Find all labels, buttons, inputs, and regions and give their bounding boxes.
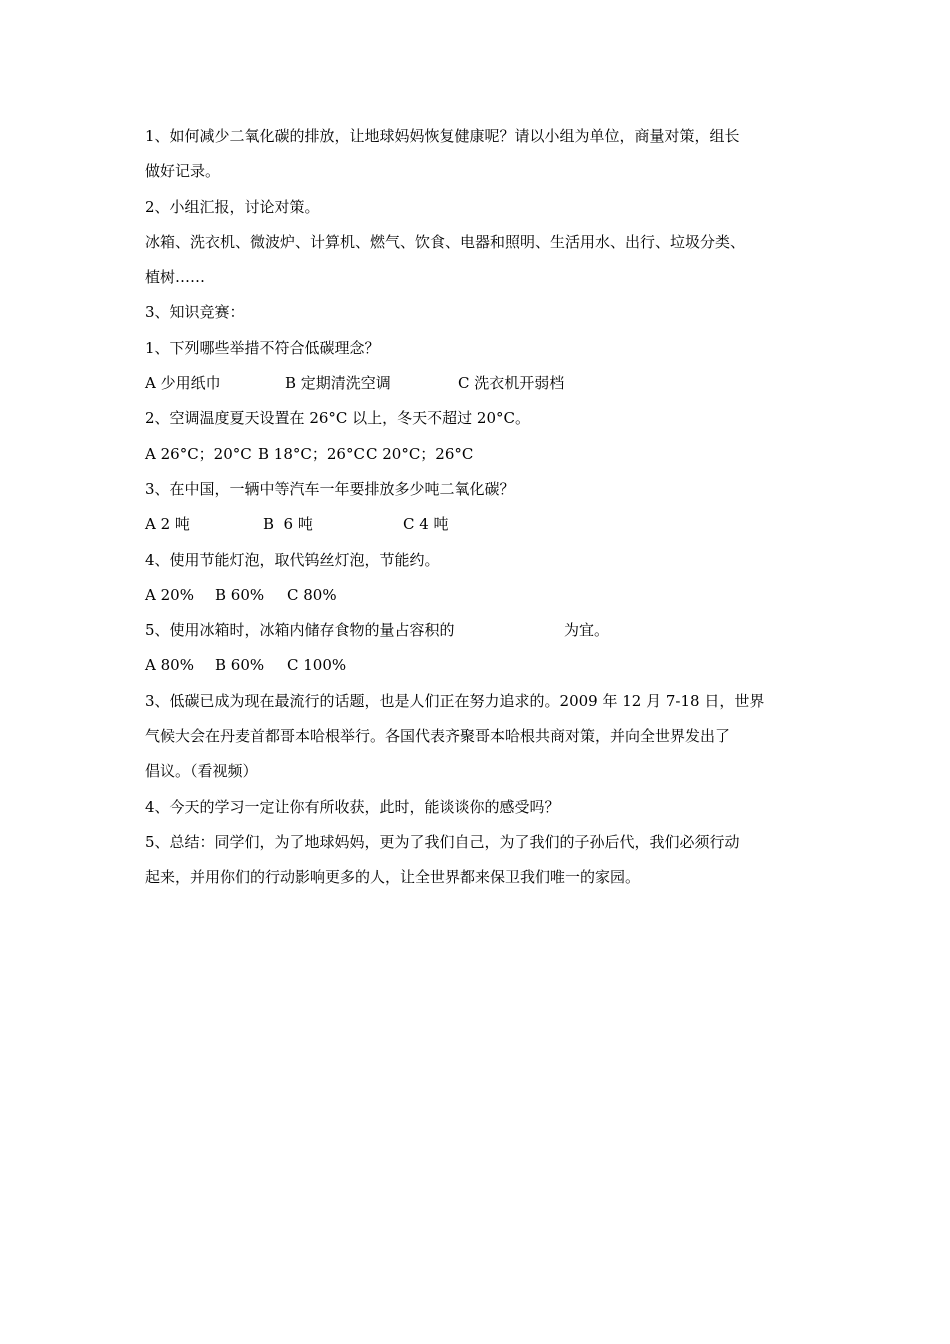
paragraph-line: 气候大会在丹麦首都哥本哈根举行。各国代表齐聚哥本哈根共商对策，并向全世界发出了 [145, 727, 731, 746]
paragraph-line: 冰箱、洗衣机、微波炉、计算机、燃气、饮食、电器和照明、生活用水、出行、垃圾分类、 [145, 232, 746, 251]
quiz-options-2 [145, 437, 825, 472]
option-c: C 洗衣机开弱档 [458, 374, 565, 393]
quiz-question-4: 4、使用节能灯泡，取代钨丝灯泡，节能约。 [145, 550, 440, 569]
quiz-options-5 [145, 648, 825, 683]
option-b: B 60% [215, 585, 265, 604]
option-b: B 定期清洗空调 [285, 374, 391, 393]
option-c: C 100% [287, 656, 347, 675]
quiz-options-4 [145, 578, 825, 613]
option-b: B 18°C；26°C [258, 444, 365, 463]
quiz-options-1 [145, 366, 825, 401]
paragraph-line: 做好记录。 [145, 162, 221, 181]
option-a: A 26°C；20°C [145, 444, 252, 463]
option-c: C 4 吨 [403, 515, 449, 534]
quiz-question-3: 3、在中国，一辆中等汽车一年要排放多少吨二氧化碳？ [145, 479, 515, 498]
paragraph-line: 2、小组汇报，讨论对策。 [145, 197, 320, 216]
paragraph-line: 3、低碳已成为现在最流行的话题，也是人们正在努力追求的。2009 年 12 月 7-18 日，世界 [145, 691, 765, 710]
question-tail: 为宜。 [564, 621, 610, 640]
quiz-question-2: 2、空调温度夏天设置在 26°C 以上，冬天不超过 20°C。 [145, 409, 530, 428]
paragraph-line: 倡议。（看视频） [145, 762, 258, 781]
option-a: A 2 吨 [145, 515, 190, 534]
paragraph-line: 植树…… [145, 268, 206, 287]
quiz-options-3 [145, 507, 825, 542]
section-heading: 3、知识竞赛： [145, 303, 245, 322]
option-a: A 80% [145, 656, 194, 675]
question-text: 5、使用冰箱时，冰箱内储存食物的量占容积的 [145, 621, 455, 640]
option-b: B 6 吨 [263, 515, 313, 534]
option-a: A 少用纸巾 [145, 374, 221, 393]
quiz-question-5 [145, 613, 825, 648]
paragraph-line: 起来，并用你们的行动影响更多的人，让全世界都来保卫我们唯一的家园。 [145, 868, 641, 887]
paragraph-line: 5、总结：同学们，为了地球妈妈，更为了我们自己，为了我们的子孙后代，我们必须行动 [145, 832, 740, 851]
paragraph-line: 4、今天的学习一定让你有所收获，此时，能谈谈你的感受吗？ [145, 797, 560, 816]
option-a: A 20% [145, 585, 194, 604]
option-c: C 20°C；26°C [366, 444, 474, 463]
option-c: C 80% [287, 585, 337, 604]
paragraph-line: 1、如何减少二氧化碳的排放，让地球妈妈恢复健康呢？请以小组为单位，商量对策，组长 [145, 127, 740, 145]
quiz-question-1: 1、下列哪些举措不符合低碳理念？ [145, 338, 380, 357]
document-body [145, 119, 825, 896]
option-b: B 60% [215, 656, 265, 675]
